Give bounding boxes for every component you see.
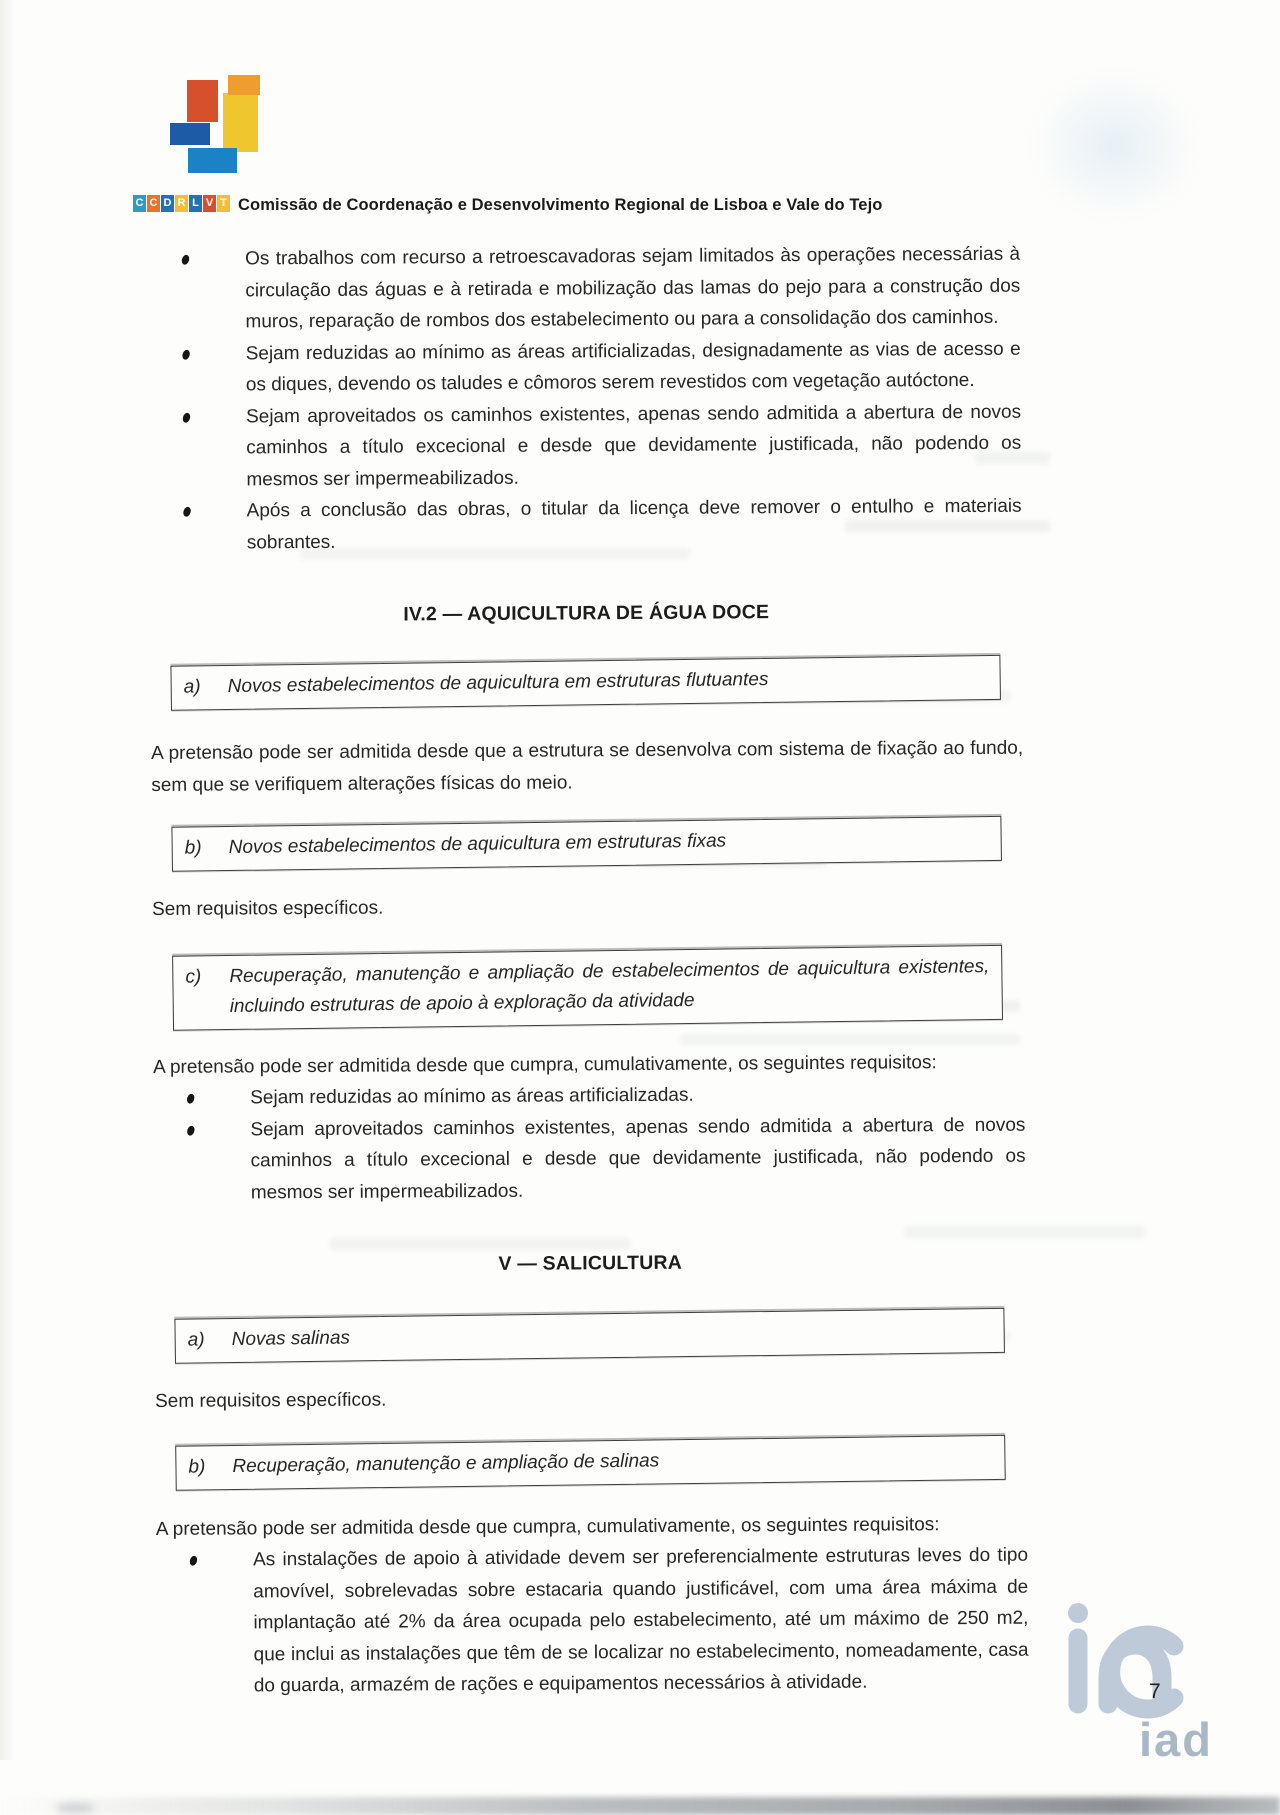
iad-watermark-text: iad: [1139, 1713, 1213, 1766]
clause-title: Recuperação, manutenção e ampliação de estabelecimentos de aquicultura existentes, incluindo estruturas de apoio à exploração da atividade: [229, 955, 990, 1017]
acronym-letter: L: [189, 195, 202, 212]
logo-block-yellow: [223, 93, 258, 152]
clause-box: [175, 1434, 1006, 1490]
clause-title: Recuperação, manutenção e ampliação de salinas: [232, 1449, 660, 1477]
organization-name: Comissão de Coordenação e Desenvolvimento Regional de Lisboa e Vale do Tejo: [238, 196, 883, 214]
section-heading: V — SALICULTURA: [498, 1251, 683, 1275]
acronym-letter: C: [133, 195, 146, 212]
bullet-icon: [153, 1082, 250, 1114]
list-item: [148, 239, 1021, 339]
clause-box: [170, 655, 1001, 711]
clause-title: Novos estabelecimentos de aquicultura em estruturas fixas: [228, 830, 727, 859]
acronym-letter: V: [203, 195, 216, 212]
ccdr-lvt-acronym: [133, 195, 230, 212]
scan-smudge-artifact: [1030, 70, 1200, 220]
paragraph: Sem requisitos específicos.: [155, 1389, 387, 1412]
list-item: [156, 1540, 1029, 1703]
list-item-text: Sejam aproveitados os caminhos existentes, apenas sendo admitida a abertura de novos caminhos a título excecional e desde que devidamente justificada, não podendo os mesmos ser impermeabilizados.: [245, 401, 1022, 490]
iad-watermark-icon: [1062, 1598, 1252, 1728]
page-number: 7: [1149, 1680, 1161, 1703]
logo-block-red: [187, 80, 218, 122]
list-item: [153, 1109, 1026, 1209]
acronym-letter: R: [175, 195, 188, 212]
bullet-icon: [153, 1114, 251, 1209]
ccdr-lvt-logo-icon: [152, 58, 272, 183]
scan-edge-artifact: [0, 0, 16, 1760]
logo-block-light-blue: [188, 148, 237, 173]
list-item: [149, 333, 1021, 401]
clause-label: c): [185, 965, 202, 988]
clause-label: a): [187, 1329, 205, 1351]
acronym-letter: D: [161, 195, 174, 212]
logo-block-dark-blue: [170, 123, 210, 145]
list-item-text: Sejam reduzidas ao mínimo as áreas artificializadas, designadamente as vias de acesso e os diques, devendo os taludes e cômoros serem revestidos com vegetação autóctone.: [245, 338, 1021, 396]
paragraph: Sem requisitos específicos.: [152, 897, 384, 920]
section-heading: IV.2 — AQUICULTURA DE ÁGUA DOCE: [403, 601, 770, 626]
list-item: [149, 396, 1022, 496]
bullet-icon: [156, 1544, 254, 1702]
list-item-text: Os trabalhos com recurso a retroescavadoras sejam limitados às operações necessárias à circulação das águas e à retirada e mobilização das lamas do pejo para a construção dos muros, reparação de rombos dos estabelecimento ou para a consolidação dos caminhos.: [245, 243, 1021, 333]
scan-bottom-artifact: [0, 1797, 1280, 1815]
paragraph: A pretensão pode ser admitida desde que a estrutura se desenvolva com sistema de fixação ao fundo, sem que se verifiquem alterações físicas do meio.: [151, 737, 1024, 796]
clause-title: Novos estabelecimentos de aquicultura em estruturas flutuantes: [227, 668, 769, 698]
list-item-text: Sejam reduzidas ao mínimo as áreas artificializadas.: [250, 1084, 694, 1109]
bullet-icon: [148, 243, 246, 338]
bullet-icon: [150, 495, 247, 559]
document-body: [148, 239, 1029, 1703]
logo-block-orange: [228, 75, 260, 95]
clause-label: a): [183, 676, 201, 698]
clause-box: [172, 944, 1003, 1030]
list-item-text: As instalações de apoio à atividade devem ser preferencialmente estruturas leves do tipo amovível, sobrelevadas sobre estacaria quando justificável, com uma área máxima de implantação até 2% da área ocupada pelo estabelecimento, até um máximo de 250 m2, que inclui as instalações que têm de se localizar no estabelecimento, nomeadamente, casa do guarda, armazém de rações e equipamentos necessários à atividade.: [252, 1544, 1029, 1697]
list-item-text: Sejam aproveitados caminhos existentes, apenas sendo admitida a abertura de novos caminhos a título excecional e desde que devidamente justificada, não podendo os mesmos ser impermeabilizados.: [250, 1114, 1026, 1203]
bullet-icon: [149, 401, 247, 496]
clause-title: Novas salinas: [231, 1327, 351, 1351]
list-item-text: Após a conclusão das obras, o titular da licença deve remover o entulho e materiais sobrantes.: [246, 495, 1022, 553]
acronym-letter: T: [217, 195, 230, 212]
clause-box: [171, 816, 1002, 872]
paragraph: A pretensão pode ser admitida desde que cumpra, cumulativamente, os seguintes requisitos:: [155, 1513, 940, 1540]
clause-box: [174, 1308, 1005, 1364]
bullet-icon: [149, 338, 246, 402]
paragraph: A pretensão pode ser admitida desde que cumpra, cumulativamente, os seguintes requisitos:: [152, 1051, 937, 1078]
clause-label: b): [184, 837, 202, 859]
acronym-letter: C: [147, 195, 160, 212]
clause-label: b): [188, 1455, 206, 1478]
scan-bottom-blob-artifact: [55, 1803, 95, 1813]
list-item: [150, 491, 1022, 559]
